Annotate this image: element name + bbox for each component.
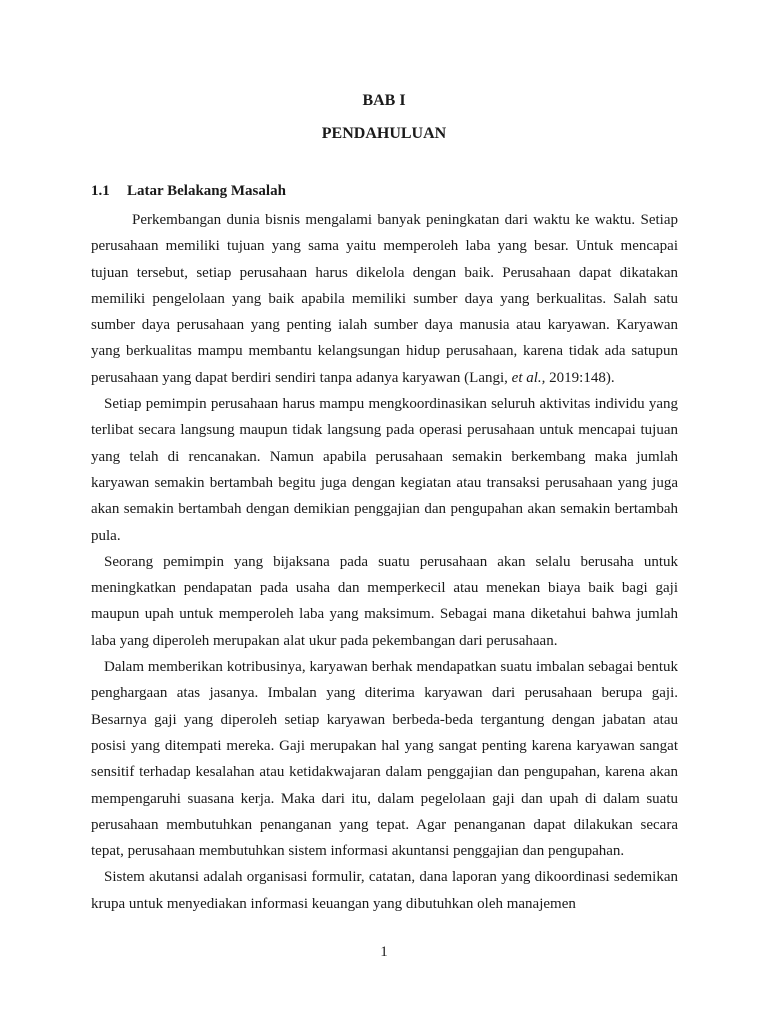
chapter-title: PENDAHULUAN (321, 125, 447, 142)
paragraph-3: Seorang pemimpin yang bijaksana pada suatu perusahaan akan selalu berusaha untuk meningkatkan pendapatan pada usaha dan memperkecil atau menekan biaya baik bagi gaji maupun upah untuk memperoleh laba yang maksimum. Sebagai mana diketahui bahwa jumlah laba yang diperoleh merupakan alat ukur pada pekembangan dari perusahaan. (91, 553, 678, 649)
paragraph-5: Sistem akutansi adalah organisasi formulir, catatan, dana laporan yang dikoordinasi sedemikan krupa untuk menyediakan informasi keuangan yang dibutuhkan oleh manajemen (91, 869, 678, 912)
section-title: Latar Belakang Masalah (127, 183, 286, 199)
paragraph-4: Dalam memberikan kotribusinya, karyawan berhak mendapatkan suatu imbalan sebagai bentuk penghargaan atas jasanya. Imbalan yang diterima karyawan dari perusahaan berupa gaji. Besarnya gaji yang diperoleh setiap karyawan berbeda-beda tergantung dengan jabatan atau posisi yang ditempati mereka. Gaji merupakan hal yang sangat penting karena karyawan sangat sensitif terhadap kesalahan atau ketidakwajaran dalam penggajian dan pengupahan, karena akan mempengaruhi suasana kerja. Maka dari itu, dalam pegelolaan gaji dan upah di dalam suatu perusahaan membutuhkan penanganan yang tepat. Agar penanganan dapat dilakukan secara tepat, perusahaan membutuhkan sistem informasi akuntansi penggajian dan pengupahan. (91, 659, 678, 860)
citation-et-al: et al., (511, 369, 546, 386)
paragraph-1 (91, 207, 678, 391)
body-text (91, 207, 678, 917)
paragraph-2: Setiap pemimpin perusahaan harus mampu mengkoordinasikan seluruh aktivitas individu yang terlibat secara langsung maupun tidak langsung pada operasi perusahaan untuk mencapai tujuan yang telah di rencanakan. Namun apabila perusahaan semakin berkembang maka jumlah karyawan semakin bertambah begitu juga dengan kegiatan atau transaksi perusahaan yang juga akan semakin bertambah dengan demikian penggajian dan pengupahan akan semakin bertambah pula. (91, 396, 678, 544)
chapter-number: BAB I (362, 92, 406, 109)
paragraph-1-citation-end: 2019:148). (545, 369, 615, 386)
page-number: 1 (380, 944, 388, 960)
section-number: 1.1 (91, 183, 110, 199)
paragraph-1-text: Perkembangan dunia bisnis mengalami banyak peningkatan dari waktu ke waktu. Setiap perusahaan memiliki tujuan yang sama yaitu memperoleh laba yang besar. Untuk mencapai tujuan tersebut, setiap perusahaan harus dikelola dengan baik. Perusahaan dapat dikatakan memiliki pengelolaan yang baik apabila memiliki sumber daya yang berkualitas. Salah satu sumber daya perusahaan yang penting ialah sumber daya manusia atau karyawan. Karyawan yang berkualitas mampu membantu kelangsungan hidup perusahaan, karena tidak ada satupun perusahaan yang dapat berdiri sendiri tanpa adanya karyawan (Langi, (91, 212, 678, 386)
section-heading (91, 181, 286, 201)
